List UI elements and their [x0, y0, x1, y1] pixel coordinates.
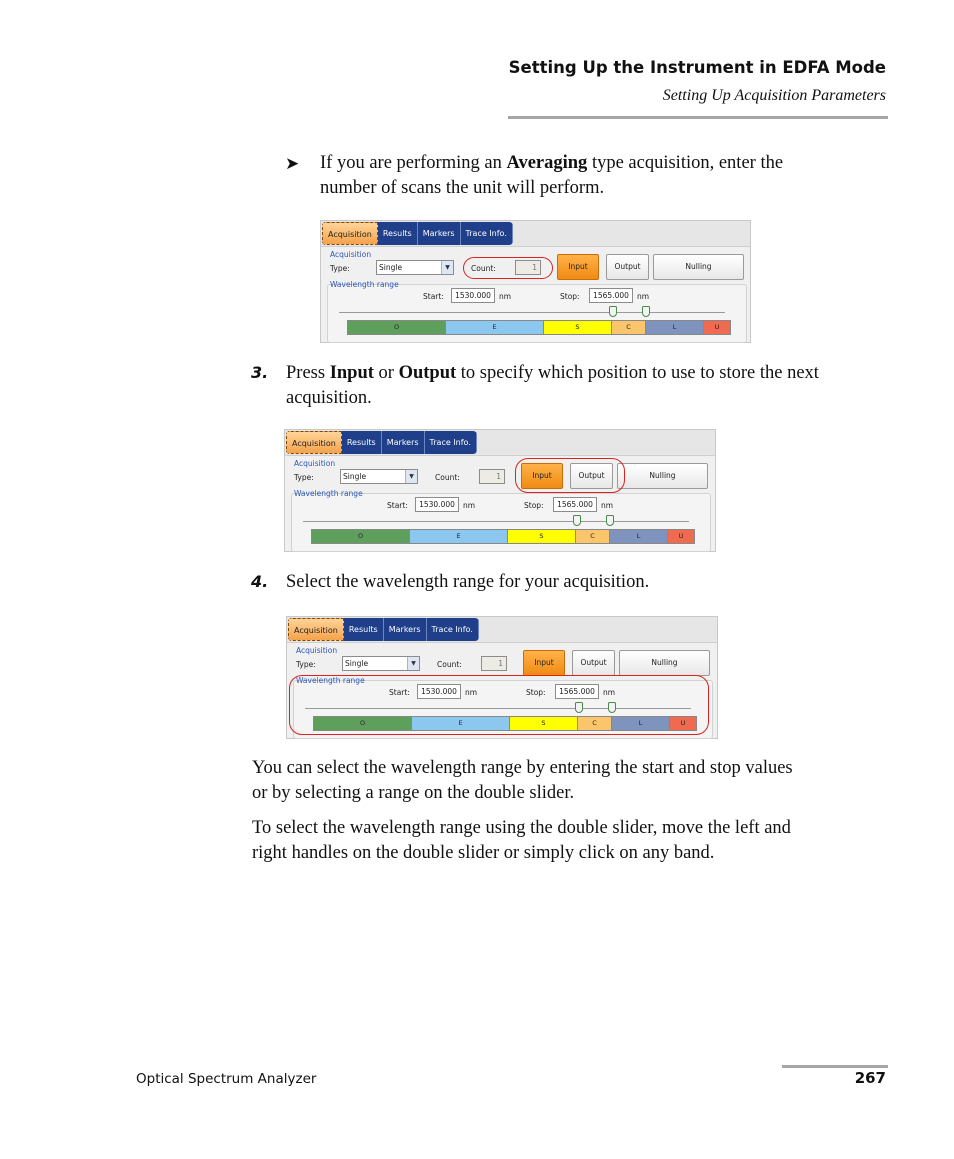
double-slider-track[interactable]	[303, 521, 689, 522]
band-o[interactable]: O	[348, 321, 446, 334]
type-label: Type:	[296, 660, 316, 669]
tab-results[interactable]: Results	[344, 618, 384, 641]
type-select[interactable]	[340, 469, 418, 484]
footer-page-number: 267	[854, 1069, 886, 1087]
slider-right-handle[interactable]	[606, 515, 614, 526]
count-label: Count:	[435, 473, 460, 482]
stop-label: Stop:	[526, 688, 546, 697]
nulling-button[interactable]: Nulling	[617, 463, 708, 489]
step-3-bold-output: Output	[398, 363, 457, 383]
running-header-subtitle: Setting Up Acquisition Parameters	[662, 87, 886, 104]
paragraph-2-line2: right handles on the double slider or simply click on any band.	[252, 843, 715, 863]
band-s[interactable]: S	[508, 530, 576, 543]
type-select-value: Single	[345, 659, 369, 668]
band-l[interactable]: L	[646, 321, 704, 334]
tab-trace-info[interactable]: Trace Info.	[427, 618, 479, 641]
start-field[interactable]: 1530.000	[417, 684, 461, 699]
paragraph-1-line1: You can select the wavelength range by entering the start and stop values	[252, 758, 793, 778]
wavelength-range-label: Wavelength range	[296, 676, 365, 685]
bullet-text-pre: If you are performing an	[320, 153, 507, 173]
stop-unit: nm	[601, 501, 614, 510]
tab-bar	[321, 221, 750, 247]
wavelength-range-label: Wavelength range	[330, 280, 399, 289]
tab-markers[interactable]: Markers	[382, 431, 425, 454]
tab-acquisition[interactable]: Acquisition	[288, 618, 344, 641]
nulling-button[interactable]: Nulling	[653, 254, 744, 280]
start-label: Start:	[387, 501, 408, 510]
screenshot-count-highlight	[320, 220, 751, 343]
stop-label: Stop:	[524, 501, 544, 510]
bullet-text-bold: Averaging	[506, 153, 588, 173]
band-c[interactable]: C	[576, 530, 610, 543]
count-highlight-ring	[463, 257, 553, 279]
band-u[interactable]: U	[670, 717, 696, 730]
tab-results[interactable]: Results	[378, 222, 418, 245]
screenshot-range-highlight	[286, 616, 718, 739]
tab-acquisition[interactable]: Acquisition	[286, 431, 342, 454]
band-e[interactable]: E	[410, 530, 508, 543]
band-o[interactable]: O	[312, 530, 410, 543]
slider-left-handle[interactable]	[573, 515, 581, 526]
stop-label: Stop:	[560, 292, 580, 301]
type-select[interactable]	[342, 656, 420, 671]
start-label: Start:	[389, 688, 410, 697]
band-s[interactable]: S	[544, 321, 612, 334]
step-3-number: 3.	[251, 363, 269, 382]
band-e[interactable]: E	[446, 321, 544, 334]
stop-field[interactable]: 1565.000	[589, 288, 633, 303]
double-slider-track[interactable]	[339, 312, 725, 313]
tab-strip	[286, 431, 477, 454]
footer-rule	[782, 1065, 888, 1068]
tab-strip	[322, 222, 513, 245]
start-field[interactable]: 1530.000	[451, 288, 495, 303]
input-button[interactable]: Input	[557, 254, 599, 280]
type-select-value: Single	[379, 263, 403, 272]
band-u[interactable]: U	[668, 530, 694, 543]
paragraph-range-selection	[252, 756, 892, 806]
output-button[interactable]: Output	[572, 650, 615, 676]
step-3-text-line2: acquisition.	[286, 388, 372, 408]
type-select[interactable]	[376, 260, 454, 275]
start-field[interactable]: 1530.000	[415, 497, 459, 512]
start-unit: nm	[499, 292, 512, 301]
count-field[interactable]: 1	[481, 656, 507, 671]
output-button[interactable]: Output	[606, 254, 649, 280]
start-label: Start:	[423, 292, 444, 301]
header-rule	[508, 116, 888, 119]
step-4-text: Select the wavelength range for your acquisition.	[286, 572, 650, 592]
tab-markers[interactable]: Markers	[418, 222, 461, 245]
step-3-text-post: to specify which position to use to store the next	[456, 363, 819, 383]
acquisition-group-label: Acquisition	[296, 646, 338, 655]
step-4-number: 4.	[251, 572, 269, 591]
bullet-text-post: type acquisition, enter the	[587, 153, 784, 173]
tab-markers[interactable]: Markers	[384, 618, 427, 641]
band-l[interactable]: L	[612, 717, 670, 730]
chevron-down-icon[interactable]: ▼	[407, 657, 419, 670]
footer-document-title: Optical Spectrum Analyzer	[136, 1071, 317, 1087]
bullet-arrow-icon: ➤	[285, 154, 300, 173]
input-button[interactable]: Input	[521, 463, 563, 489]
band-c[interactable]: C	[578, 717, 612, 730]
tab-trace-info[interactable]: Trace Info.	[461, 222, 513, 245]
running-header-title: Setting Up the Instrument in EDFA Mode	[508, 58, 886, 77]
screenshot-input-output-highlight	[284, 429, 716, 552]
count-label: Count:	[437, 660, 462, 669]
band-s[interactable]: S	[510, 717, 578, 730]
tab-results[interactable]: Results	[342, 431, 382, 454]
paragraph-double-slider	[252, 816, 892, 866]
start-unit: nm	[463, 501, 476, 510]
band-u[interactable]: U	[704, 321, 730, 334]
slider-left-handle[interactable]	[609, 306, 617, 317]
input-button[interactable]: Input	[523, 650, 565, 676]
tab-trace-info[interactable]: Trace Info.	[425, 431, 477, 454]
acquisition-group-label: Acquisition	[330, 250, 372, 259]
stop-field[interactable]: 1565.000	[555, 684, 599, 699]
paragraph-2-line1: To select the wavelength range using the double slider, move the left and	[252, 818, 791, 838]
chevron-down-icon[interactable]: ▼	[441, 261, 453, 274]
wavelength-range-highlight-ring	[289, 675, 709, 735]
band-e[interactable]: E	[412, 717, 510, 730]
nulling-button[interactable]: Nulling	[619, 650, 710, 676]
type-select-value: Single	[343, 472, 367, 481]
step-3-text-pre: Press	[286, 363, 330, 383]
tab-bar	[285, 430, 715, 456]
tab-bar	[287, 617, 717, 643]
start-unit: nm	[465, 688, 478, 697]
step-3-bold-input: Input	[329, 363, 374, 383]
count-label: Count:	[471, 264, 496, 273]
count-field[interactable]: 1	[479, 469, 505, 484]
type-label: Type:	[330, 264, 350, 273]
step-3-paragraph	[286, 361, 896, 411]
input-output-highlight-ring	[515, 458, 625, 493]
wavelength-band-bar[interactable]	[311, 529, 695, 544]
band-c[interactable]: C	[612, 321, 646, 334]
tab-acquisition[interactable]: Acquisition	[322, 222, 378, 245]
paragraph-1-line2: or by selecting a range on the double slider.	[252, 783, 575, 803]
acquisition-group-label: Acquisition	[294, 459, 336, 468]
type-label: Type:	[294, 473, 314, 482]
step-3-text-mid: or	[373, 363, 399, 383]
bullet-paragraph	[320, 151, 880, 201]
tab-strip	[288, 618, 479, 641]
stop-unit: nm	[637, 292, 650, 301]
band-o[interactable]: O	[314, 717, 412, 730]
chevron-down-icon[interactable]: ▼	[405, 470, 417, 483]
band-l[interactable]: L	[610, 530, 668, 543]
stop-unit: nm	[603, 688, 616, 697]
count-field[interactable]: 1	[515, 260, 541, 275]
wavelength-range-label: Wavelength range	[294, 489, 363, 498]
output-button[interactable]: Output	[570, 463, 613, 489]
wavelength-band-bar[interactable]	[347, 320, 731, 335]
slider-right-handle[interactable]	[642, 306, 650, 317]
bullet-text-line2: number of scans the unit will perform.	[320, 178, 605, 198]
stop-field[interactable]: 1565.000	[553, 497, 597, 512]
